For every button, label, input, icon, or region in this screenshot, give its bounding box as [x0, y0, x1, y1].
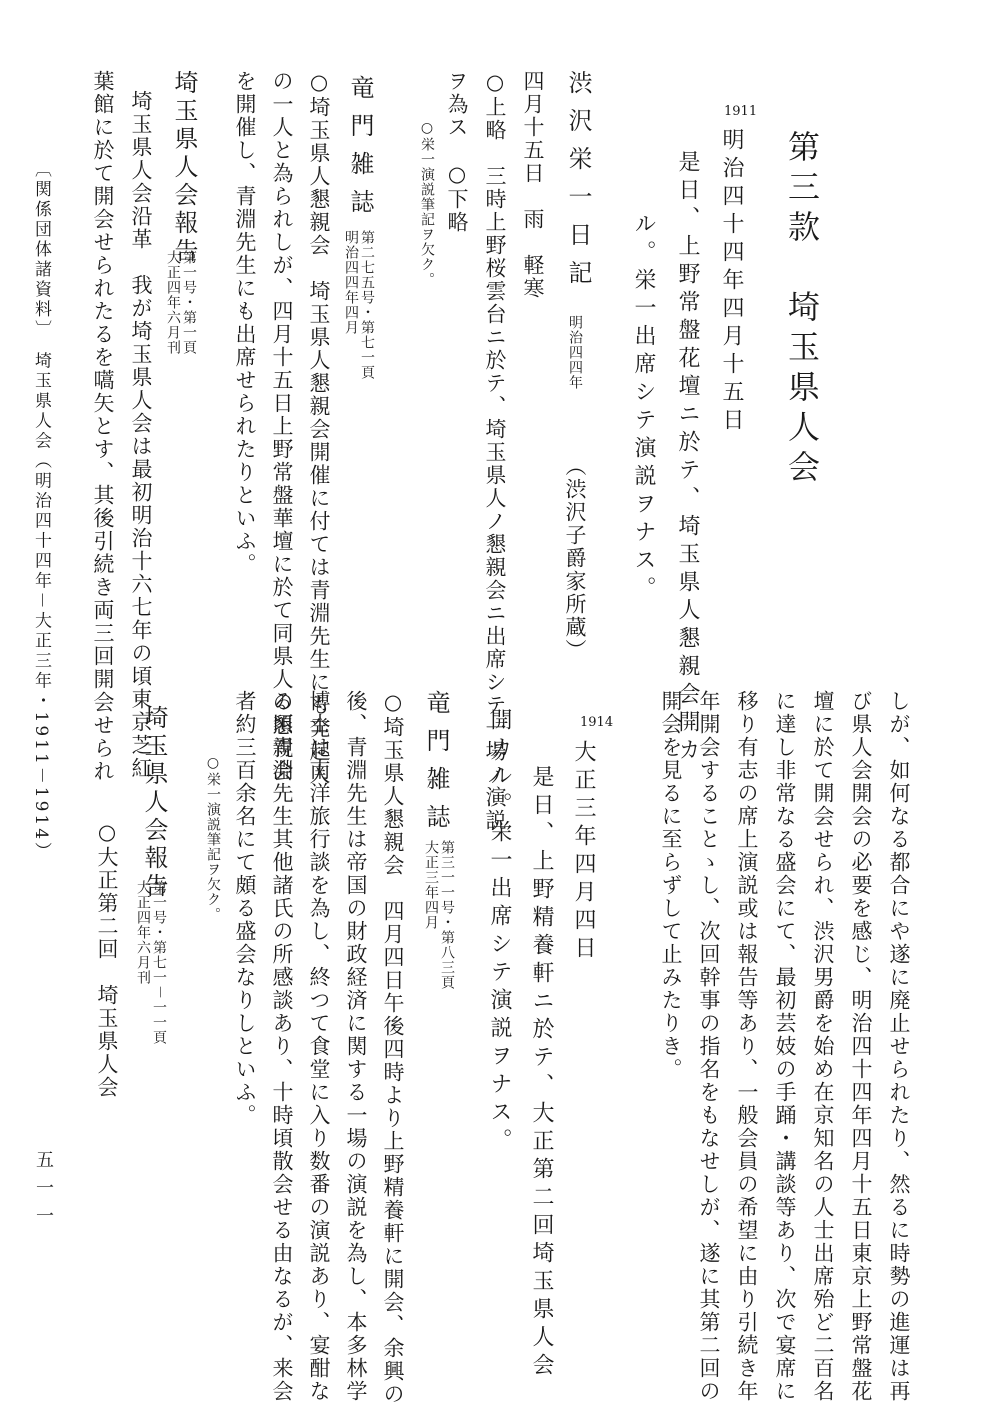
- ryumon-line: る頃青淵先生其他諸氏の所感談あり、十時頃散会せる由なるが、来会: [270, 690, 294, 1403]
- entry-body-line: ル。栄一出席シテ演説ヲナス。: [631, 212, 656, 604]
- ryumon-line: 博士は南洋旅行談を為し、終つて食堂に入り数番の演説あり、宴酣な: [307, 690, 331, 1403]
- year-1911: 1911: [724, 104, 758, 119]
- entry-date-1911: 明治四十四年四月十五日: [719, 128, 744, 436]
- report-meta: 第一号・第一頁: [181, 250, 197, 355]
- ryumon-note: ○栄一演説筆記ヲ欠ク。: [205, 755, 221, 922]
- continued-line: び県人会開会の必要を感じ、明治四十四年四月十五日東京上野常盤花: [849, 690, 873, 1403]
- continued-line: に達し非常なる盛会にて、最初芸妓の手踊・講談等あり、次で宴席に: [773, 690, 797, 1403]
- entry-body-line: 是日、上野精養軒ニ於テ、大正第二回埼玉県人会: [529, 765, 554, 1381]
- report-line: 葉館に於て開会せられたるを嚆矢とす、其後引続き両三回開会せられ: [91, 70, 115, 783]
- report-title: 埼玉県人会報告: [140, 705, 168, 901]
- report-meta: 大正四年六月刊: [165, 250, 181, 355]
- ryumon-line: の一人と為られしが、四月十五日上野常盤華壇に於て同県人の懇親会: [270, 70, 294, 783]
- ryumon-line: 者約三百余名にて頗る盛会なりしといふ。: [233, 690, 257, 1127]
- continued-line: 移り有志の席上演説或は報告等あり、一般会員の希望に由り引続き年: [735, 690, 759, 1403]
- diary-line: ヲ為ス ○下略: [445, 70, 469, 234]
- entry-body-line: 開カル。栄一出席シテ演説ヲナス。: [487, 708, 512, 1156]
- ryumon-line: 後、青淵先生は帝国の財政経済に関する一場の演説を為し、本多林学: [344, 690, 368, 1403]
- ryumon-title: 竜門雑誌: [346, 75, 374, 227]
- ryumon-title: 竜門雑誌: [422, 690, 450, 842]
- continued-line: 年開会することゝし、次回幹事の指名をもなせしが、遂に其第二回の: [697, 690, 721, 1403]
- ryumon-line: を開催し、青淵先生にも出席せられたりといふ。: [233, 70, 257, 576]
- entry-body-line: 是日、上野常盤花壇ニ於テ、埼玉県人懇親会開カ: [675, 150, 700, 766]
- report-meta: 第一号・第七一－一一頁: [151, 880, 167, 1045]
- continued-line: しが、如何なる都合にや遂に廃止せられたり、然るに時勢の進運は再: [887, 690, 911, 1403]
- ryumon-meta: 第三一一号・第八三頁: [439, 840, 455, 990]
- section-title: 第三款 埼玉県人会: [783, 130, 821, 490]
- report-sub: ○大正第二回 埼玉県人会: [95, 820, 119, 1099]
- continued-line: 開会を見るに至らずして止みたりき。: [659, 690, 683, 1081]
- diary-note: ○栄一演説筆記ヲ欠ク。: [419, 120, 435, 287]
- entry-date-1914: 大正三年四月四日: [571, 740, 596, 964]
- report-line: 埼玉県人会沿革 我が埼玉県人会は最初明治十六七年の頃東京芝紅: [129, 90, 153, 780]
- ryumon-meta: 大正三年四月: [423, 840, 439, 930]
- ryumon-meta: 第二七五号・第七一頁: [359, 230, 375, 380]
- diary-line: ○上略 三時上野桜雲台ニ於テ、埼玉県人ノ懇親会ニ出席シテ一場ノ演説: [483, 70, 507, 832]
- page-number: 五一一: [33, 1150, 54, 1234]
- ryumon-meta: 明治四四年四月: [343, 230, 359, 335]
- year-1914: 1914: [580, 715, 614, 730]
- diary-line: 四月十五日 雨 軽寒: [521, 70, 545, 300]
- diary-meta: 明治四四年: [567, 315, 583, 390]
- diary-title: 渋沢栄一日記: [564, 70, 592, 298]
- report-title: 埼玉県人会報告: [170, 70, 198, 266]
- ryumon-line: ○埼玉県人懇親会 四月四日午後四時より上野精養軒に開会、余興の: [381, 690, 405, 1406]
- continued-line: 壇に於て開会せられ、渋沢男爵を始め在京知名の人士出席殆ど二百名: [811, 690, 835, 1403]
- report-meta: 大正四年六月刊: [135, 880, 151, 985]
- running-head: 〔関係団体諸資料〕 埼玉県人会（明治四十四年－大正三年・1911－1914）: [31, 160, 51, 863]
- diary-holder: （渋沢子爵家所蔵）: [563, 455, 587, 662]
- ryumon-line: ○埼玉県人懇親会 埼玉県人懇親会開催に付ては青淵先生にも発起人: [307, 70, 331, 786]
